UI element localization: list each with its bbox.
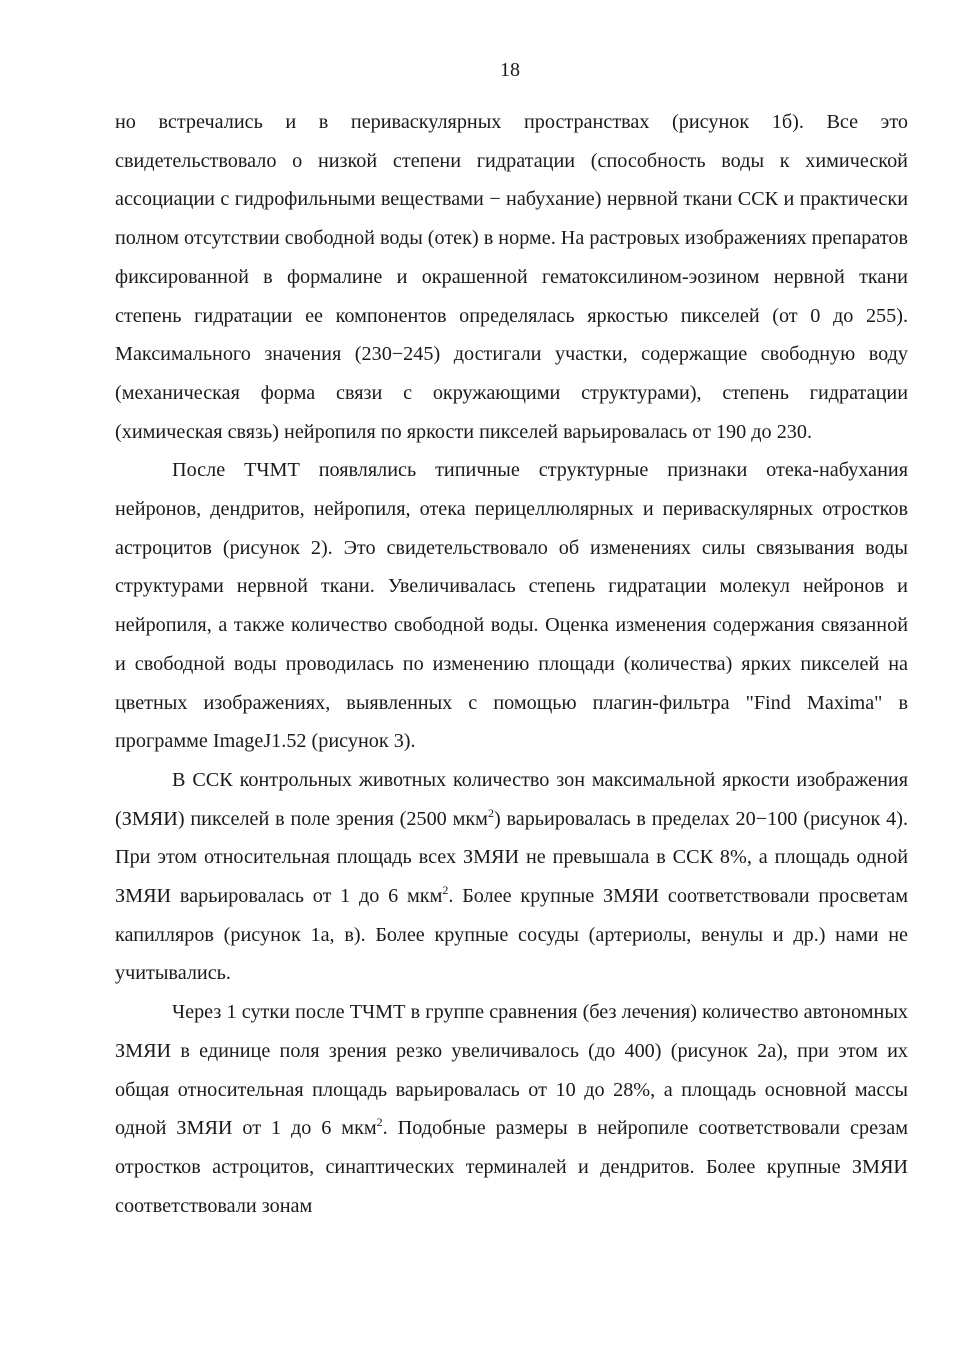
paragraph-3 bbox=[115, 761, 908, 993]
text-segment: . Подобные размеры в нейропиле соответствовали срезам отростков астроцитов, синаптических терминалей и дендритов. Более крупные ЗМЯИ соответствовали зонам bbox=[115, 1117, 908, 1217]
paragraph-2 bbox=[115, 451, 908, 761]
text-segment: но встречались и в периваскулярных пространствах (рисунок 1б). Все это свидетельствовало о низкой степени гидратации (способность воды к химической ассоциации с гидрофильными веществами − набухание) нервной ткани ССК и практически полном отсутствии свободной воды (отек) в норме. На растровых изображениях препаратов фиксированной в формалине и окрашенной гематоксилином-эозином нервной ткани степень гидратации ее компонентов определялась яркостью пикселей (от 0 до 255). Максимального значения (230−245) достигали участки, содержащие свободную воду (механическая форма связи с окружающими структурами), степень гидратации (химическая связь) нейропиля по яркости пикселей варьировалась от 190 до 230. bbox=[115, 111, 908, 443]
superscript: 2 bbox=[487, 805, 494, 820]
page-number: 18 bbox=[500, 59, 520, 81]
superscript: 2 bbox=[376, 1115, 383, 1130]
text-segment: После ТЧМТ появлялись типичные структурные признаки отека-набухания нейронов, дендритов, нейропиля, отека перицеллюлярных и периваскулярных отростков астроцитов (рисунок 2). Это свидетельствовало об изменениях силы связывания воды структурами нервной ткани. Увеличивалась степень гидратации молекул нейронов и нейропиля, а также количество свободной воды. Оценка изменения содержания связанной и свободной воды проводилась по изменению площади (количества) ярких пикселей на цветных изображениях, выявленных с помощью плагин-фильтра "Find Maxima" в программе ImageJ1.52 (рисунок 3). bbox=[115, 459, 908, 753]
text-segment: Через 1 сутки после ТЧМТ в группе сравнения (без лечения) количество автономных ЗМЯИ в единице поля зрения резко увеличивалось (до 400) (рисунок 2а), при этом их общая относительная площадь варьировалась от 10 до 28%, а площадь основной массы одной ЗМЯИ от 1 до 6 мкм bbox=[115, 1001, 908, 1140]
text-segment: В ССК контрольных животных количество зон максимальной яркости изображения (ЗМЯИ) пикселей в поле зрения (2500 мкм bbox=[115, 768, 908, 830]
paragraph-1 bbox=[115, 103, 908, 451]
superscript: 2 bbox=[442, 883, 449, 898]
body-text bbox=[115, 103, 908, 1225]
text-segment: ) варьировалась в пределах 20−100 (рисунок 4). При этом относительная площадь всех ЗМЯИ не превышала в ССК 8%, а площадь одной ЗМЯИ варьировалась от 1 до 6 мкм bbox=[115, 807, 909, 908]
text-segment: . Более крупные ЗМЯИ соответствовали просветам капилляров (рисунок 1а, в). Более крупные сосуды (артериолы, венулы и др.) нами не учитывались. bbox=[115, 885, 908, 985]
paragraph-4 bbox=[115, 993, 908, 1225]
